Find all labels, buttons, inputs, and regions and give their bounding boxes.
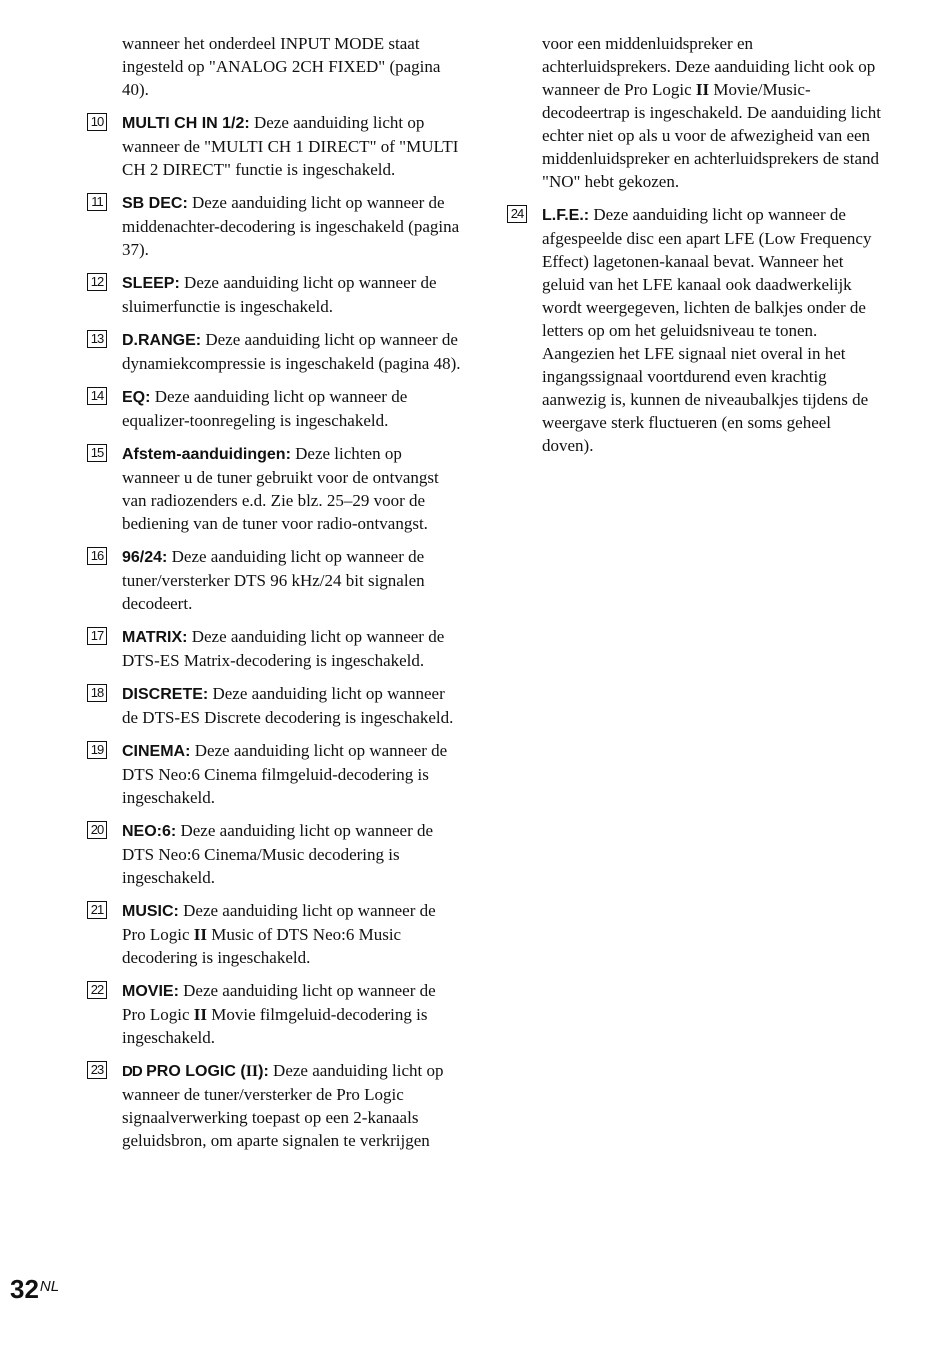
item-text: Movie filmgeluid-decodering is ingeschakeld. bbox=[122, 1005, 428, 1047]
term-main: PRO LOGIC ( bbox=[146, 1063, 246, 1080]
item-text: Deze aanduiding licht op wanneer de DTS-ES Discrete decodering is ingeschakeld. bbox=[122, 684, 454, 727]
continuation-paragraph: wanneer het onderdeel INPUT MODE staat ingesteld op "ANALOG 2CH FIXED" (pagina 40). bbox=[122, 34, 441, 99]
item-term: NEO:6: bbox=[122, 823, 177, 840]
item-text: Deze aanduiding licht op wanneer de dynamiekcompressie is ingeschakeld (pagina 48). bbox=[122, 330, 461, 373]
item-list bbox=[87, 111, 462, 1152]
item-term: SLEEP: bbox=[122, 275, 180, 292]
item-number-box: 15 bbox=[87, 444, 107, 462]
page-number bbox=[10, 1274, 59, 1305]
item-text: Deze aanduiding licht op wanneer de tuner/versterker DTS 96 kHz/24 bit signalen decodeert. bbox=[122, 547, 425, 613]
item-text: Deze aanduiding licht op wanneer de afgespeelde disc een apart LFE (Low Frequency Effect) lagetonen-kanaal bevat. Wanneer het geluid van het LFE kanaal ook daadwerkelijk wordt weergegeven, lichten de balkjes onder de letters op om het geluidsniveau te tonen. Aangezien het LFE signaal niet overal in het ingangssignaal voortdurend even krachtig aanwezig is, kunnen de niveaubalkjes tijdens de weergave sterk fluctueren (en soms geheel doven). bbox=[542, 205, 872, 455]
roman-two: II bbox=[193, 1005, 208, 1024]
list-item bbox=[87, 271, 462, 318]
item-term: 96/24: bbox=[122, 549, 168, 566]
list-item bbox=[87, 979, 462, 1049]
item-number-box: 11 bbox=[87, 193, 107, 211]
item-text: Deze aanduiding licht op wanneer de equalizer-toonregeling is ingeschakeld. bbox=[122, 387, 408, 430]
item-number-box: 22 bbox=[87, 981, 107, 999]
item-number-box: 21 bbox=[87, 901, 107, 919]
list-item bbox=[87, 899, 462, 969]
item-text: Deze aanduiding licht op wanneer de sluimerfunctie is ingeschakeld. bbox=[122, 273, 437, 316]
dolby-logo-icon: DD bbox=[122, 1063, 142, 1080]
roman-two: II bbox=[245, 1063, 259, 1080]
item-number-box: 12 bbox=[87, 273, 107, 291]
page-language-suffix: NL bbox=[39, 1278, 60, 1295]
list-item bbox=[87, 545, 462, 615]
item-term: D.RANGE: bbox=[122, 332, 202, 349]
continuation-paragraph bbox=[507, 32, 882, 193]
item-text: Deze aanduiding licht op wanneer de DTS Neo:6 Cinema filmgeluid-decodering is ingeschakeld. bbox=[122, 741, 448, 807]
item-number-box: 16 bbox=[87, 547, 107, 565]
list-item bbox=[507, 203, 882, 457]
item-term: MULTI CH IN 1/2: bbox=[122, 115, 250, 132]
item-term: MATRIX: bbox=[122, 629, 188, 646]
list-item bbox=[87, 385, 462, 432]
continuation-text: Movie/Music-decodeertrap is ingeschakeld. De aanduiding licht echter niet op als u voor de afwezigheid van een middenluidspreker en achterluidsprekers de stand "NO" hebt gekozen. bbox=[542, 80, 881, 191]
list-item bbox=[87, 682, 462, 729]
item-term: CINEMA: bbox=[122, 743, 191, 760]
list-item bbox=[87, 1059, 462, 1152]
item-number-box: 13 bbox=[87, 330, 107, 348]
item-term bbox=[122, 1063, 269, 1080]
page-number-value: 32 bbox=[10, 1274, 39, 1304]
item-number-box: 14 bbox=[87, 387, 107, 405]
item-text: Deze aanduiding licht op wanneer de Pro Logic bbox=[122, 981, 436, 1024]
list-item bbox=[87, 819, 462, 889]
item-text: Deze aanduiding licht op wanneer de Pro Logic bbox=[122, 901, 436, 944]
list-item bbox=[87, 442, 462, 535]
item-term: MOVIE: bbox=[122, 983, 179, 1000]
continuation-text: voor een middenluidspreker en achterluidsprekers. Deze aanduiding licht ook op wanneer de Pro Logic bbox=[542, 34, 876, 99]
list-item bbox=[87, 191, 462, 261]
list-item bbox=[87, 328, 462, 375]
item-text: Deze aanduiding licht op wanneer de middenachter-decodering is ingeschakeld (pagina 37). bbox=[122, 193, 460, 259]
item-number-box: 24 bbox=[507, 205, 527, 223]
item-text: Deze aanduiding licht op wanneer de "MULTI CH 1 DIRECT" of "MULTI CH 2 DIRECT" functie is ingeschakeld. bbox=[122, 113, 459, 179]
item-text: Deze aanduiding licht op wanneer de tuner/versterker de Pro Logic signaalverwerking toepast op een 2-kanaals geluidsbron, om aparte signalen te verkrijgen bbox=[122, 1061, 444, 1150]
right-column bbox=[507, 32, 882, 467]
item-text: Deze aanduiding licht op wanneer de DTS Neo:6 Cinema/Music decodering is ingeschakeld. bbox=[122, 821, 434, 887]
list-item bbox=[87, 739, 462, 809]
item-term: EQ: bbox=[122, 389, 151, 406]
list-item bbox=[87, 111, 462, 181]
item-number-box: 19 bbox=[87, 741, 107, 759]
list-item bbox=[87, 625, 462, 672]
item-number-box: 18 bbox=[87, 684, 107, 702]
item-term: DISCRETE: bbox=[122, 686, 209, 703]
item-term: SB DEC: bbox=[122, 195, 188, 212]
item-term: Afstem-aanduidingen: bbox=[122, 446, 291, 463]
item-number-box: 10 bbox=[87, 113, 107, 131]
item-term: MUSIC: bbox=[122, 903, 179, 920]
item-number-box: 17 bbox=[87, 627, 107, 645]
item-text: Music of DTS Neo:6 Music decodering is ingeschakeld. bbox=[122, 925, 402, 967]
item-number-box: 23 bbox=[87, 1061, 107, 1079]
item-text: Deze lichten op wanneer u de tuner gebruikt voor de ontvangst van radiozenders e.d. Zie blz. 25–29 voor de bediening van de tuner voor radio-ontvangst. bbox=[122, 444, 439, 533]
roman-two: II bbox=[695, 80, 710, 99]
left-column bbox=[87, 32, 462, 1162]
roman-two: II bbox=[193, 925, 208, 944]
item-number-box: 20 bbox=[87, 821, 107, 839]
term-end: ): bbox=[258, 1063, 269, 1080]
item-term: L.F.E.: bbox=[542, 207, 590, 224]
item-text: Deze aanduiding licht op wanneer de DTS-ES Matrix-decodering is ingeschakeld. bbox=[122, 627, 445, 670]
